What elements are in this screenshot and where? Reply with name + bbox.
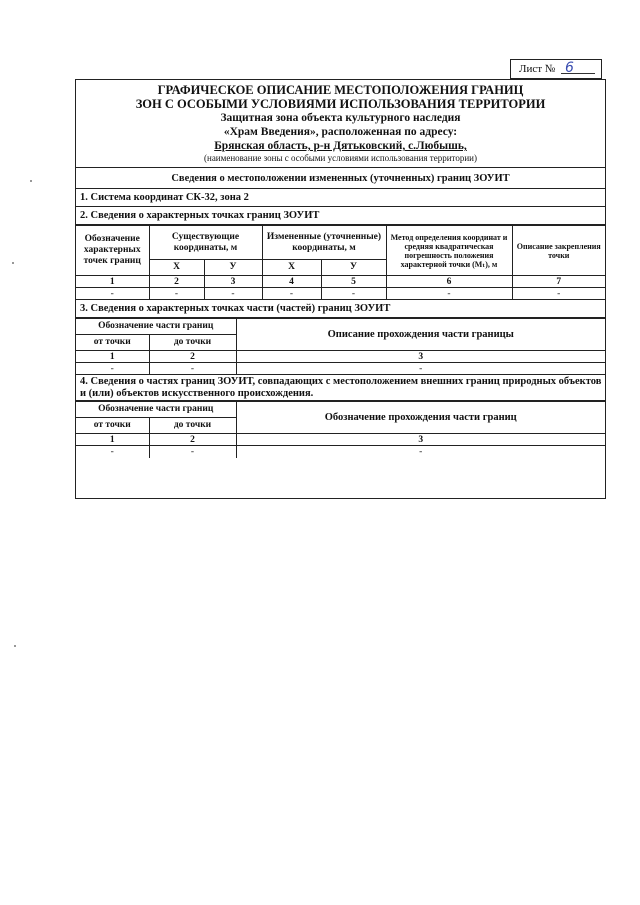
- section-3-title: 3. Сведения о характерных точках части (частей) границ ЗОУИТ: [76, 300, 605, 318]
- table-cell: -: [236, 446, 605, 458]
- table-cell: -: [76, 288, 149, 300]
- title-line-1: ГРАФИЧЕСКОЕ ОПИСАНИЕ МЕСТОПОЛОЖЕНИЯ ГРАНИЦ: [157, 83, 524, 97]
- section-4-title: 4. Сведения о частях границ ЗОУИТ, совпадающих с местоположением внешних границ природных объектов и (или) объектов искусственного происхождения.: [76, 375, 605, 401]
- col-num: 3: [236, 434, 605, 446]
- table-cell: -: [204, 288, 262, 300]
- summary-title: Сведения о местоположении измененных (уточненных) границ ЗОУИТ: [76, 168, 605, 189]
- table-cell: -: [149, 288, 204, 300]
- col-num: 3: [236, 351, 605, 363]
- header-to: до точки: [149, 335, 236, 351]
- table-cell: -: [512, 288, 605, 300]
- header-from: от точки: [76, 418, 149, 434]
- section-4-table: [76, 401, 605, 458]
- table-cell: -: [149, 363, 236, 375]
- header-point: Обозначение характерных точек границ: [76, 226, 149, 276]
- col-num: 1: [76, 276, 149, 288]
- col-num: 1: [76, 351, 149, 363]
- zone-caption: (наименование зоны с особыми условиями использования территории): [204, 153, 477, 163]
- header-x-existing: X: [149, 260, 204, 276]
- header-y-existing: У: [204, 260, 262, 276]
- table-cell: -: [321, 288, 386, 300]
- zone-object: «Храм Введения», расположенная по адресу:: [223, 126, 458, 138]
- table-cell: -: [236, 363, 605, 375]
- scan-speck: [14, 645, 16, 647]
- zone-name: Защитная зона объекта культурного наследия: [220, 112, 461, 124]
- scan-speck: [12, 262, 14, 264]
- col-num: 7: [512, 276, 605, 288]
- col-num: 1: [76, 434, 149, 446]
- table-cell: -: [149, 446, 236, 458]
- col-num: 2: [149, 351, 236, 363]
- scan-speck: [30, 180, 32, 182]
- header-y-changed: У: [321, 260, 386, 276]
- header-x-changed: X: [262, 260, 321, 276]
- header-desc: Обозначение прохождения части границ: [236, 402, 605, 434]
- sheet-number-box: [510, 59, 602, 79]
- section-2-table: [76, 225, 605, 300]
- table-cell: -: [262, 288, 321, 300]
- col-num: 4: [262, 276, 321, 288]
- section-2-title: 2. Сведения о характерных точках границ ЗОУИТ: [76, 207, 605, 225]
- header-changed: Измененные (уточненные) координаты, м: [262, 226, 386, 260]
- header-to: до точки: [149, 418, 236, 434]
- header-desc: Описание закрепления точки: [512, 226, 605, 276]
- document-frame: [75, 79, 606, 499]
- zone-address: Брянская область, р-н Дятьковский, с.Любышь,: [214, 140, 467, 152]
- table-cell: -: [76, 363, 149, 375]
- document-header: [76, 80, 605, 168]
- col-num: 5: [321, 276, 386, 288]
- col-num: 2: [149, 276, 204, 288]
- col-num: 3: [204, 276, 262, 288]
- table-cell: -: [76, 446, 149, 458]
- sheet-number: 6: [565, 60, 574, 76]
- header-existing: Существующие координаты, м: [149, 226, 262, 260]
- col-num: 2: [149, 434, 236, 446]
- col-num: 6: [386, 276, 512, 288]
- header-part: Обозначение части границ: [76, 319, 236, 335]
- table-cell: -: [386, 288, 512, 300]
- header-desc: Описание прохождения части границы: [236, 319, 605, 351]
- header-part: Обозначение части границ: [76, 402, 236, 418]
- title-line-2: ЗОН С ОСОБЫМИ УСЛОВИЯМИ ИСПОЛЬЗОВАНИЯ ТЕРРИТОРИИ: [135, 97, 546, 111]
- header-method: Метод определения координат и средняя квадратическая погрешность положения характерной точки (Mₜ), м: [386, 226, 512, 276]
- header-from: от точки: [76, 335, 149, 351]
- section-3-table: [76, 318, 605, 375]
- section-1-title: 1. Система координат СК-32, зона 2: [76, 189, 605, 207]
- sheet-label: Лист №: [519, 63, 556, 75]
